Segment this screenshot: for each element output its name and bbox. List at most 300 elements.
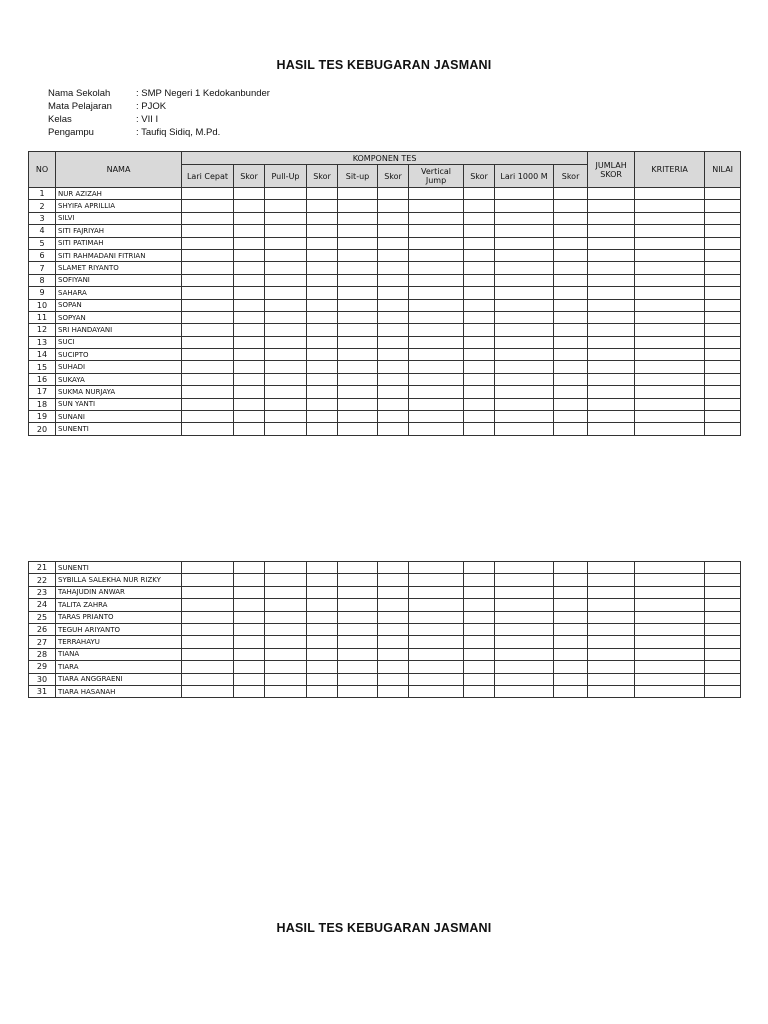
score-cell[interactable] — [307, 398, 338, 410]
score-cell[interactable] — [409, 225, 464, 237]
score-cell[interactable] — [495, 349, 554, 361]
score-cell[interactable] — [588, 423, 635, 435]
score-cell[interactable] — [705, 274, 741, 286]
score-cell[interactable] — [378, 188, 409, 200]
score-cell[interactable] — [705, 586, 741, 598]
score-cell[interactable] — [635, 361, 705, 373]
score-cell[interactable] — [635, 673, 705, 685]
score-cell[interactable] — [409, 287, 464, 299]
score-cell[interactable] — [265, 586, 307, 598]
score-cell[interactable] — [495, 188, 554, 200]
score-cell[interactable] — [378, 648, 409, 660]
score-cell[interactable] — [265, 237, 307, 249]
score-cell[interactable] — [182, 188, 234, 200]
score-cell[interactable] — [705, 574, 741, 586]
score-cell[interactable] — [409, 249, 464, 261]
score-cell[interactable] — [234, 636, 265, 648]
score-cell[interactable] — [378, 349, 409, 361]
score-cell[interactable] — [554, 386, 588, 398]
score-cell[interactable] — [338, 661, 378, 673]
score-cell[interactable] — [588, 324, 635, 336]
score-cell[interactable] — [378, 361, 409, 373]
score-cell[interactable] — [409, 586, 464, 598]
score-cell[interactable] — [409, 311, 464, 323]
score-cell[interactable] — [554, 262, 588, 274]
score-cell[interactable] — [464, 586, 495, 598]
score-cell[interactable] — [234, 188, 265, 200]
score-cell[interactable] — [495, 212, 554, 224]
score-cell[interactable] — [588, 262, 635, 274]
score-cell[interactable] — [495, 661, 554, 673]
score-cell[interactable] — [265, 287, 307, 299]
score-cell[interactable] — [338, 262, 378, 274]
score-cell[interactable] — [234, 386, 265, 398]
score-cell[interactable] — [464, 373, 495, 385]
score-cell[interactable] — [554, 349, 588, 361]
score-cell[interactable] — [554, 188, 588, 200]
score-cell[interactable] — [635, 373, 705, 385]
score-cell[interactable] — [234, 200, 265, 212]
score-cell[interactable] — [378, 685, 409, 697]
score-cell[interactable] — [554, 623, 588, 635]
score-cell[interactable] — [705, 212, 741, 224]
score-cell[interactable] — [307, 586, 338, 598]
score-cell[interactable] — [234, 225, 265, 237]
score-cell[interactable] — [265, 349, 307, 361]
score-cell[interactable] — [338, 311, 378, 323]
score-cell[interactable] — [554, 661, 588, 673]
score-cell[interactable] — [234, 574, 265, 586]
score-cell[interactable] — [234, 349, 265, 361]
score-cell[interactable] — [182, 386, 234, 398]
score-cell[interactable] — [182, 262, 234, 274]
score-cell[interactable] — [234, 423, 265, 435]
score-cell[interactable] — [234, 623, 265, 635]
score-cell[interactable] — [464, 623, 495, 635]
score-cell[interactable] — [409, 188, 464, 200]
score-cell[interactable] — [705, 398, 741, 410]
score-cell[interactable] — [307, 274, 338, 286]
score-cell[interactable] — [338, 324, 378, 336]
score-cell[interactable] — [464, 562, 495, 574]
score-cell[interactable] — [705, 237, 741, 249]
score-cell[interactable] — [705, 336, 741, 348]
score-cell[interactable] — [182, 311, 234, 323]
score-cell[interactable] — [338, 361, 378, 373]
score-cell[interactable] — [554, 398, 588, 410]
score-cell[interactable] — [265, 574, 307, 586]
score-cell[interactable] — [495, 274, 554, 286]
score-cell[interactable] — [378, 287, 409, 299]
score-cell[interactable] — [495, 648, 554, 660]
score-cell[interactable] — [464, 611, 495, 623]
score-cell[interactable] — [495, 249, 554, 261]
score-cell[interactable] — [338, 648, 378, 660]
score-cell[interactable] — [338, 336, 378, 348]
score-cell[interactable] — [307, 661, 338, 673]
score-cell[interactable] — [338, 225, 378, 237]
score-cell[interactable] — [307, 636, 338, 648]
score-cell[interactable] — [307, 386, 338, 398]
score-cell[interactable] — [409, 200, 464, 212]
score-cell[interactable] — [588, 685, 635, 697]
score-cell[interactable] — [635, 411, 705, 423]
score-cell[interactable] — [182, 636, 234, 648]
score-cell[interactable] — [588, 661, 635, 673]
score-cell[interactable] — [307, 361, 338, 373]
score-cell[interactable] — [265, 225, 307, 237]
score-cell[interactable] — [182, 623, 234, 635]
score-cell[interactable] — [182, 361, 234, 373]
score-cell[interactable] — [495, 423, 554, 435]
score-cell[interactable] — [588, 636, 635, 648]
score-cell[interactable] — [409, 648, 464, 660]
score-cell[interactable] — [464, 262, 495, 274]
score-cell[interactable] — [307, 262, 338, 274]
score-cell[interactable] — [409, 611, 464, 623]
score-cell[interactable] — [635, 349, 705, 361]
score-cell[interactable] — [495, 586, 554, 598]
score-cell[interactable] — [635, 237, 705, 249]
score-cell[interactable] — [705, 411, 741, 423]
score-cell[interactable] — [378, 636, 409, 648]
score-cell[interactable] — [635, 562, 705, 574]
score-cell[interactable] — [554, 599, 588, 611]
score-cell[interactable] — [495, 611, 554, 623]
score-cell[interactable] — [182, 287, 234, 299]
score-cell[interactable] — [265, 324, 307, 336]
score-cell[interactable] — [307, 336, 338, 348]
score-cell[interactable] — [588, 237, 635, 249]
score-cell[interactable] — [182, 373, 234, 385]
score-cell[interactable] — [182, 237, 234, 249]
score-cell[interactable] — [464, 673, 495, 685]
score-cell[interactable] — [338, 562, 378, 574]
score-cell[interactable] — [182, 611, 234, 623]
score-cell[interactable] — [464, 599, 495, 611]
score-cell[interactable] — [409, 386, 464, 398]
score-cell[interactable] — [378, 411, 409, 423]
score-cell[interactable] — [307, 287, 338, 299]
score-cell[interactable] — [588, 373, 635, 385]
score-cell[interactable] — [705, 636, 741, 648]
score-cell[interactable] — [338, 373, 378, 385]
score-cell[interactable] — [409, 274, 464, 286]
score-cell[interactable] — [705, 373, 741, 385]
score-cell[interactable] — [554, 636, 588, 648]
score-cell[interactable] — [338, 200, 378, 212]
score-cell[interactable] — [635, 311, 705, 323]
score-cell[interactable] — [265, 636, 307, 648]
score-cell[interactable] — [409, 411, 464, 423]
score-cell[interactable] — [307, 673, 338, 685]
score-cell[interactable] — [234, 685, 265, 697]
score-cell[interactable] — [588, 599, 635, 611]
score-cell[interactable] — [234, 411, 265, 423]
score-cell[interactable] — [182, 249, 234, 261]
score-cell[interactable] — [338, 287, 378, 299]
score-cell[interactable] — [495, 361, 554, 373]
score-cell[interactable] — [265, 411, 307, 423]
score-cell[interactable] — [234, 262, 265, 274]
score-cell[interactable] — [588, 349, 635, 361]
score-cell[interactable] — [588, 274, 635, 286]
score-cell[interactable] — [464, 411, 495, 423]
score-cell[interactable] — [705, 311, 741, 323]
score-cell[interactable] — [705, 562, 741, 574]
score-cell[interactable] — [378, 574, 409, 586]
score-cell[interactable] — [464, 225, 495, 237]
score-cell[interactable] — [554, 225, 588, 237]
score-cell[interactable] — [495, 336, 554, 348]
score-cell[interactable] — [635, 586, 705, 598]
score-cell[interactable] — [495, 398, 554, 410]
score-cell[interactable] — [307, 574, 338, 586]
score-cell[interactable] — [265, 188, 307, 200]
score-cell[interactable] — [265, 274, 307, 286]
score-cell[interactable] — [338, 423, 378, 435]
score-cell[interactable] — [182, 685, 234, 697]
score-cell[interactable] — [635, 398, 705, 410]
score-cell[interactable] — [554, 574, 588, 586]
score-cell[interactable] — [265, 361, 307, 373]
score-cell[interactable] — [464, 287, 495, 299]
score-cell[interactable] — [635, 386, 705, 398]
score-cell[interactable] — [307, 349, 338, 361]
score-cell[interactable] — [265, 336, 307, 348]
score-cell[interactable] — [705, 611, 741, 623]
score-cell[interactable] — [378, 237, 409, 249]
score-cell[interactable] — [182, 274, 234, 286]
score-cell[interactable] — [307, 373, 338, 385]
score-cell[interactable] — [338, 386, 378, 398]
score-cell[interactable] — [234, 274, 265, 286]
score-cell[interactable] — [588, 361, 635, 373]
score-cell[interactable] — [234, 249, 265, 261]
score-cell[interactable] — [705, 423, 741, 435]
score-cell[interactable] — [464, 398, 495, 410]
score-cell[interactable] — [495, 262, 554, 274]
score-cell[interactable] — [554, 200, 588, 212]
score-cell[interactable] — [495, 599, 554, 611]
score-cell[interactable] — [234, 212, 265, 224]
score-cell[interactable] — [464, 336, 495, 348]
score-cell[interactable] — [705, 249, 741, 261]
score-cell[interactable] — [635, 611, 705, 623]
score-cell[interactable] — [265, 423, 307, 435]
score-cell[interactable] — [234, 673, 265, 685]
score-cell[interactable] — [705, 324, 741, 336]
score-cell[interactable] — [495, 386, 554, 398]
score-cell[interactable] — [635, 287, 705, 299]
score-cell[interactable] — [705, 648, 741, 660]
score-cell[interactable] — [495, 299, 554, 311]
score-cell[interactable] — [265, 373, 307, 385]
score-cell[interactable] — [338, 611, 378, 623]
score-cell[interactable] — [338, 586, 378, 598]
score-cell[interactable] — [265, 648, 307, 660]
score-cell[interactable] — [378, 249, 409, 261]
score-cell[interactable] — [705, 188, 741, 200]
score-cell[interactable] — [635, 249, 705, 261]
score-cell[interactable] — [705, 623, 741, 635]
score-cell[interactable] — [705, 661, 741, 673]
score-cell[interactable] — [635, 200, 705, 212]
score-cell[interactable] — [234, 311, 265, 323]
score-cell[interactable] — [378, 373, 409, 385]
score-cell[interactable] — [182, 336, 234, 348]
score-cell[interactable] — [182, 574, 234, 586]
score-cell[interactable] — [635, 423, 705, 435]
score-cell[interactable] — [464, 386, 495, 398]
score-cell[interactable] — [378, 661, 409, 673]
score-cell[interactable] — [265, 661, 307, 673]
score-cell[interactable] — [495, 324, 554, 336]
score-cell[interactable] — [234, 237, 265, 249]
score-cell[interactable] — [705, 200, 741, 212]
score-cell[interactable] — [588, 299, 635, 311]
score-cell[interactable] — [588, 225, 635, 237]
score-cell[interactable] — [409, 299, 464, 311]
score-cell[interactable] — [234, 287, 265, 299]
score-cell[interactable] — [409, 636, 464, 648]
score-cell[interactable] — [182, 398, 234, 410]
score-cell[interactable] — [234, 611, 265, 623]
score-cell[interactable] — [234, 336, 265, 348]
score-cell[interactable] — [635, 661, 705, 673]
score-cell[interactable] — [338, 212, 378, 224]
score-cell[interactable] — [378, 673, 409, 685]
score-cell[interactable] — [265, 623, 307, 635]
score-cell[interactable] — [588, 611, 635, 623]
score-cell[interactable] — [409, 361, 464, 373]
score-cell[interactable] — [495, 411, 554, 423]
score-cell[interactable] — [705, 386, 741, 398]
score-cell[interactable] — [588, 386, 635, 398]
score-cell[interactable] — [635, 225, 705, 237]
score-cell[interactable] — [182, 349, 234, 361]
score-cell[interactable] — [378, 200, 409, 212]
score-cell[interactable] — [307, 411, 338, 423]
score-cell[interactable] — [338, 599, 378, 611]
score-cell[interactable] — [635, 299, 705, 311]
score-cell[interactable] — [234, 373, 265, 385]
score-cell[interactable] — [588, 212, 635, 224]
score-cell[interactable] — [705, 685, 741, 697]
score-cell[interactable] — [588, 574, 635, 586]
score-cell[interactable] — [338, 636, 378, 648]
score-cell[interactable] — [409, 673, 464, 685]
score-cell[interactable] — [464, 361, 495, 373]
score-cell[interactable] — [464, 648, 495, 660]
score-cell[interactable] — [338, 411, 378, 423]
score-cell[interactable] — [588, 623, 635, 635]
score-cell[interactable] — [464, 324, 495, 336]
score-cell[interactable] — [588, 648, 635, 660]
score-cell[interactable] — [378, 623, 409, 635]
score-cell[interactable] — [182, 599, 234, 611]
score-cell[interactable] — [464, 636, 495, 648]
score-cell[interactable] — [588, 249, 635, 261]
score-cell[interactable] — [378, 299, 409, 311]
score-cell[interactable] — [588, 398, 635, 410]
score-cell[interactable] — [554, 411, 588, 423]
score-cell[interactable] — [495, 237, 554, 249]
score-cell[interactable] — [588, 586, 635, 598]
score-cell[interactable] — [307, 623, 338, 635]
score-cell[interactable] — [307, 212, 338, 224]
score-cell[interactable] — [338, 188, 378, 200]
score-cell[interactable] — [705, 287, 741, 299]
score-cell[interactable] — [464, 188, 495, 200]
score-cell[interactable] — [409, 685, 464, 697]
score-cell[interactable] — [234, 562, 265, 574]
score-cell[interactable] — [495, 574, 554, 586]
score-cell[interactable] — [182, 586, 234, 598]
score-cell[interactable] — [464, 274, 495, 286]
score-cell[interactable] — [307, 237, 338, 249]
score-cell[interactable] — [338, 249, 378, 261]
score-cell[interactable] — [378, 423, 409, 435]
score-cell[interactable] — [464, 249, 495, 261]
score-cell[interactable] — [635, 324, 705, 336]
score-cell[interactable] — [234, 398, 265, 410]
score-cell[interactable] — [705, 599, 741, 611]
score-cell[interactable] — [635, 636, 705, 648]
score-cell[interactable] — [635, 574, 705, 586]
score-cell[interactable] — [409, 262, 464, 274]
score-cell[interactable] — [588, 336, 635, 348]
score-cell[interactable] — [338, 349, 378, 361]
score-cell[interactable] — [554, 274, 588, 286]
score-cell[interactable] — [409, 661, 464, 673]
score-cell[interactable] — [409, 324, 464, 336]
score-cell[interactable] — [409, 562, 464, 574]
score-cell[interactable] — [378, 212, 409, 224]
score-cell[interactable] — [705, 673, 741, 685]
score-cell[interactable] — [378, 262, 409, 274]
score-cell[interactable] — [378, 599, 409, 611]
score-cell[interactable] — [265, 249, 307, 261]
score-cell[interactable] — [307, 599, 338, 611]
score-cell[interactable] — [338, 398, 378, 410]
score-cell[interactable] — [234, 661, 265, 673]
score-cell[interactable] — [182, 661, 234, 673]
score-cell[interactable] — [378, 225, 409, 237]
score-cell[interactable] — [464, 685, 495, 697]
score-cell[interactable] — [265, 262, 307, 274]
score-cell[interactable] — [495, 685, 554, 697]
score-cell[interactable] — [554, 237, 588, 249]
score-cell[interactable] — [635, 274, 705, 286]
score-cell[interactable] — [554, 611, 588, 623]
score-cell[interactable] — [307, 188, 338, 200]
score-cell[interactable] — [495, 311, 554, 323]
score-cell[interactable] — [265, 311, 307, 323]
score-cell[interactable] — [409, 574, 464, 586]
score-cell[interactable] — [635, 212, 705, 224]
score-cell[interactable] — [464, 200, 495, 212]
score-cell[interactable] — [554, 373, 588, 385]
score-cell[interactable] — [182, 225, 234, 237]
score-cell[interactable] — [338, 274, 378, 286]
score-cell[interactable] — [307, 648, 338, 660]
score-cell[interactable] — [265, 299, 307, 311]
score-cell[interactable] — [554, 249, 588, 261]
score-cell[interactable] — [464, 349, 495, 361]
score-cell[interactable] — [338, 673, 378, 685]
score-cell[interactable] — [265, 398, 307, 410]
